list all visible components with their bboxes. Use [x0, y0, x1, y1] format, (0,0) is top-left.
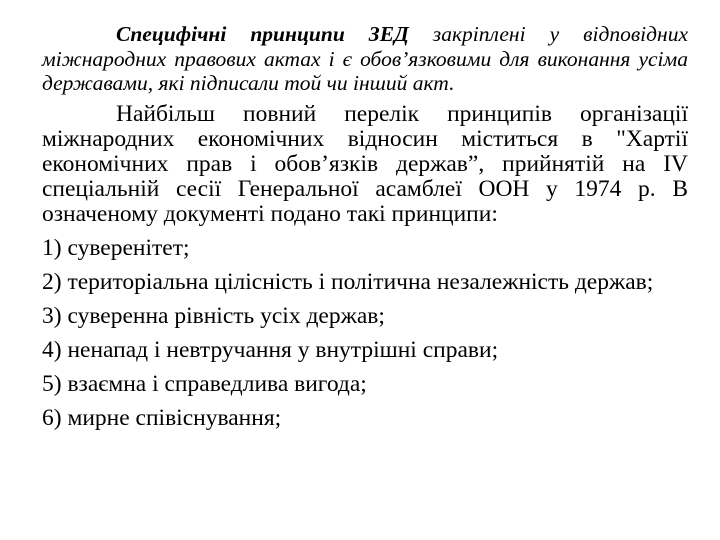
list-item: 1) суверенітет;: [42, 234, 190, 261]
list-item: 2) територіальна цілісність і політична незалежність держав;: [42, 268, 654, 295]
intro-text: закріплені у відповідних міжнародних правових актах і є обов’язковими для виконання усіма державами, які підписали той чи інший акт.: [42, 22, 688, 95]
list-item: 6) мирне співіснування;: [42, 404, 282, 431]
list-item: 4) ненапад і невтручання у внутрішні справи;: [42, 336, 499, 363]
intro-paragraph: [42, 22, 688, 96]
intro-lead-term: Специфічні принципи ЗЕД: [116, 22, 409, 46]
list-item: 3) суверенна рівність усіх держав;: [42, 302, 385, 329]
slide-content: [42, 22, 688, 440]
principles-list: [42, 236, 688, 431]
main-paragraph: Найбільш повний перелік принципів організації міжнародних економічних відносин міститься в "Хартії економічних прав і обов’язків держав”, прийнятій на IV спеціальній сесії Генеральної асамблеї ООН у 1974 р. В означеному документі подано такі принципи:: [42, 100, 688, 227]
list-item: 5) взаємна і справедлива вигода;: [42, 370, 367, 397]
